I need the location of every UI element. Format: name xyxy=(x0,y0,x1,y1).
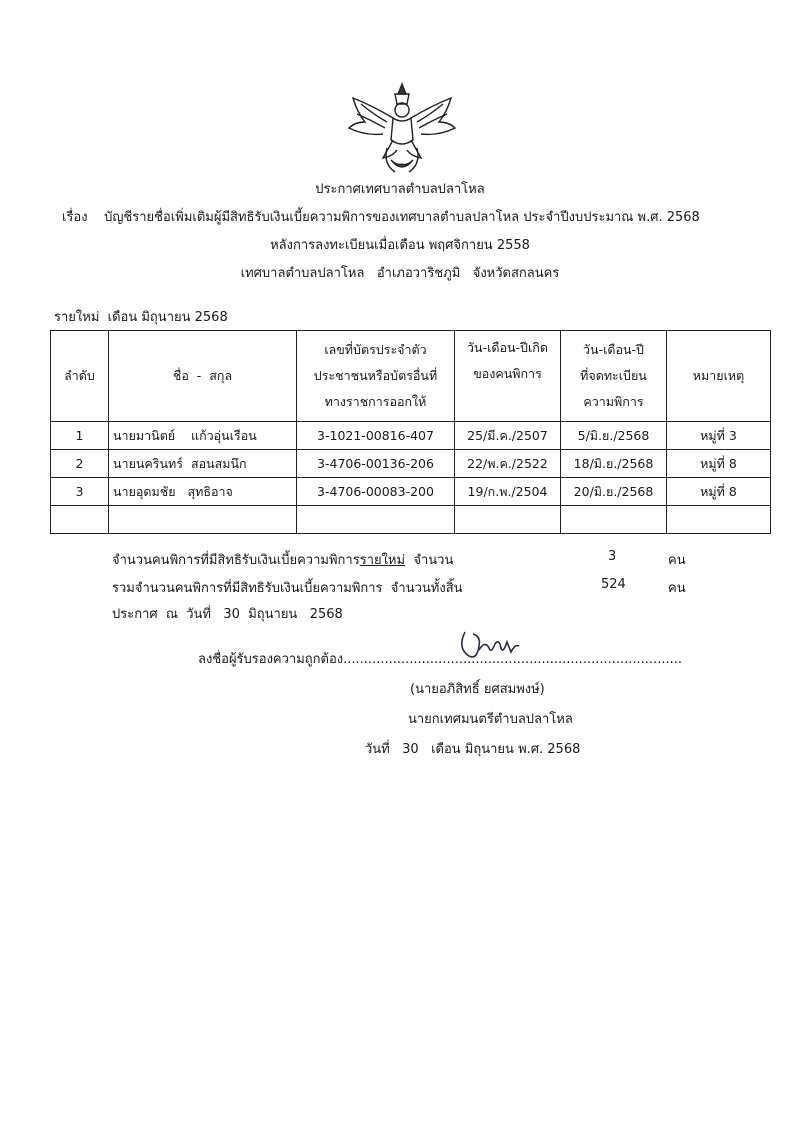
header-remark: หมายเหตุ xyxy=(667,331,771,422)
total-count-unit: คน xyxy=(668,581,686,596)
beneficiary-table xyxy=(50,330,771,534)
handwritten-signature-icon xyxy=(455,622,521,664)
cell-name: นายอุดมชัย สุทธิอาจ xyxy=(109,478,297,506)
subject-prefix: เรื่อง xyxy=(62,210,88,225)
announcement-date: ประกาศ ณ วันที่ 30 มิถุนายน 2568 xyxy=(112,607,343,622)
certification-line: ลงชื่อผู้รับรองความถูกต้อง.................................................................................. xyxy=(198,652,682,667)
subject-line xyxy=(62,206,700,227)
section-label: รายใหม่ เดือน มิถุนายน 2568 xyxy=(54,310,228,325)
header-reg-line3: ความพิการ xyxy=(583,394,644,409)
cell-registration-date: 18/มิ.ย./2568 xyxy=(561,450,667,478)
header-registration xyxy=(561,331,667,422)
table-row xyxy=(51,422,771,450)
table-row xyxy=(51,450,771,478)
document-title: ประกาศเทศบาลตำบลปลาโหล xyxy=(315,182,485,197)
cell-id: 3-1021-00816-407 xyxy=(297,422,455,450)
cell-remark: หมู่ที่ 3 xyxy=(667,422,771,450)
signer-name: (นายอภิสิทธิ์ ยศสมพงษ์) xyxy=(410,682,545,697)
header-id-line1: เลขที่บัตรประจำตัว xyxy=(324,342,427,357)
header-id-line3: ทางราชการออกให้ xyxy=(324,394,427,409)
empty-cell xyxy=(297,506,455,534)
header-dob-line2: ของคนพิการ xyxy=(473,366,542,381)
table-header-row xyxy=(51,331,771,422)
new-count-suffix: จำนวน xyxy=(405,553,454,568)
total-count-label: รวมจำนวนคนพิการที่มีสิทธิรับเงินเบี้ยความพิการ จำนวนทั้งสิ้น xyxy=(112,581,463,596)
cell-registration-date: 5/มิ.ย./2568 xyxy=(561,422,667,450)
header-reg-line1: วัน-เดือน-ปี xyxy=(583,342,644,357)
header-id-line2: ประชาชนหรือบัตรอื่นที่ xyxy=(313,368,438,383)
registration-subline: หลังการลงทะเบียนเมื่อเดือน พฤศจิกายน 2558 xyxy=(270,238,530,253)
cell-id: 3-4706-00083-200 xyxy=(297,478,455,506)
cell-no: 1 xyxy=(51,422,109,450)
cell-no: 2 xyxy=(51,450,109,478)
new-count-unit: คน xyxy=(668,553,686,568)
signer-position: นายกเทศมนตรีตำบลปลาโหล xyxy=(408,712,573,727)
cell-no: 3 xyxy=(51,478,109,506)
empty-cell xyxy=(51,506,109,534)
cell-registration-date: 20/มิ.ย./2568 xyxy=(561,478,667,506)
table-row xyxy=(51,478,771,506)
empty-cell xyxy=(667,506,771,534)
new-count-line xyxy=(112,549,453,570)
cell-dob: 19/ก.พ./2504 xyxy=(455,478,561,506)
cell-dob: 25/มี.ค./2507 xyxy=(455,422,561,450)
new-count-prefix: จำนวนคนพิการที่มีสิทธิรับเงินเบี้ยความพิการ xyxy=(112,553,360,568)
location-line: เทศบาลตำบลปลาโหล อำเภอวาริชภูมิ จังหวัดสกลนคร xyxy=(240,266,560,281)
header-reg-line2: ที่จดทะเบียน xyxy=(580,368,647,383)
total-count-value: 524 xyxy=(601,577,626,592)
cell-remark: หมู่ที่ 8 xyxy=(667,450,771,478)
header-id xyxy=(297,331,455,422)
header-name: ชื่อ - สกุล xyxy=(109,331,297,422)
header-no: ลำดับ xyxy=(51,331,109,422)
empty-cell xyxy=(109,506,297,534)
empty-cell xyxy=(455,506,561,534)
cell-name: นายนครินทร์ สอนสมนึก xyxy=(109,450,297,478)
header-dob-line1: วัน-เดือน-ปีเกิด xyxy=(467,340,548,355)
new-count-underlined: รายใหม่ xyxy=(359,553,406,568)
cell-name: นายมานิตย์ แก้วอุ่นเรือน xyxy=(109,422,297,450)
new-count-value: 3 xyxy=(608,549,617,564)
empty-cell xyxy=(561,506,667,534)
table-row-empty xyxy=(51,506,771,534)
signature-date: วันที่ 30 เดือน มิถุนายน พ.ศ. 2568 xyxy=(365,742,581,757)
subject-text: บัญชีรายชื่อเพิ่มเติมผู้มีสิทธิรับเงินเบี้ยความพิการของเทศบาลตำบลปลาโหล ประจำปีงบประมาณ พ.ศ. 2568 xyxy=(104,210,700,225)
cell-remark: หมู่ที่ 8 xyxy=(667,478,771,506)
header-dob xyxy=(455,331,561,422)
cell-dob: 22/พ.ค./2522 xyxy=(455,450,561,478)
cell-id: 3-4706-00136-206 xyxy=(297,450,455,478)
garuda-emblem-icon xyxy=(343,78,461,178)
